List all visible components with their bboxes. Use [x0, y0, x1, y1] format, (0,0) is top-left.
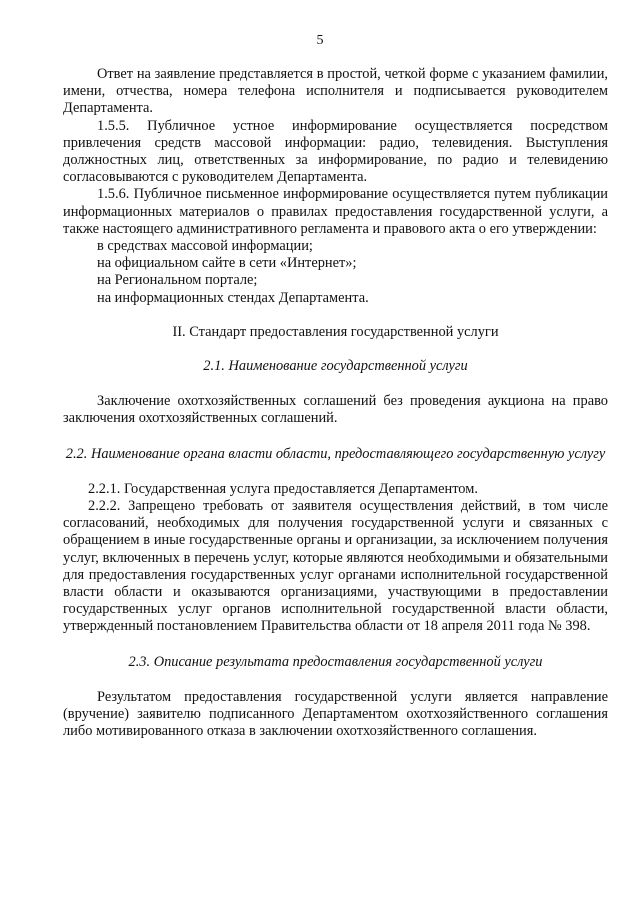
paragraph-1-5-5: 1.5.5. Публичное устное информирование осуществляется посредством привлечения средств массовой информации: радио, телевидения. Выступления должностных лиц, ответственных за информирование, по радио и телевидению согласовываются с руководителем Департамента. — [63, 117, 608, 186]
list-item: на Региональном портале; — [97, 272, 258, 289]
document-body — [63, 66, 608, 741]
paragraph-2-2-2: 2.2.2. Запрещено требовать от заявителя осуществления действий, в том числе согласований, необходимых для получения государственной услуги и связанных с обращением в иные государственные органы и организации, за исключением получения услуг, включенных в перечень услуг, которые являются необходимыми и обязательными для предоставления государственных услуг органами исполнительной государственной власти области и оказываются организациями, участвующими в предоставлении государственных услуг органов исполнительной государственной власти области, утвержденный постановлением Правительства области от 18 апреля 2011 года № 398. — [63, 498, 608, 635]
paragraph-1-5-6: 1.5.6. Публичное письменное информирование осуществляется путем публикации информационных материалов о правилах предоставления государственной услуги, а также настоящего административного регламента и правового акта о его утверждении: — [63, 186, 608, 237]
heading-2-3: 2.3. Описание результата предоставления государственной услуги — [128, 653, 543, 670]
heading-2-2: 2.2. Наименование органа власти области, предоставляющего государственную услугу — [65, 445, 606, 462]
paragraph-2-3: Результатом предоставления государственной услуги является направление (вручение) заявителю подписанного Департаментом охотхозяйственного соглашения либо мотивированного отказа в заключении охотхозяйственного соглашения. — [63, 688, 608, 740]
list-item: на информационных стендах Департамента. — [97, 289, 369, 306]
paragraph-2-1: Заключение охотхозяйственных соглашений без проведения аукциона на право заключения охотхозяйственных соглашений. — [63, 393, 608, 427]
heading-2-1: 2.1. Наименование государственной услуги — [203, 358, 468, 375]
publication-list — [63, 238, 608, 307]
section-2-title: II. Стандарт предоставления государственной услуги — [172, 323, 499, 340]
list-item: на официальном сайте в сети «Интернет»; — [97, 255, 357, 272]
intro-paragraph: Ответ на заявление представляется в простой, четкой форме с указанием фамилии, имени, отчества, номера телефона исполнителя и подписывается руководителем Департамента. — [63, 66, 608, 117]
page-number: 5 — [316, 33, 324, 48]
list-item: в средствах массовой информации; — [97, 238, 313, 255]
paragraph-2-2-1: 2.2.1. Государственная услуга предоставляется Департаментом. — [88, 480, 478, 497]
